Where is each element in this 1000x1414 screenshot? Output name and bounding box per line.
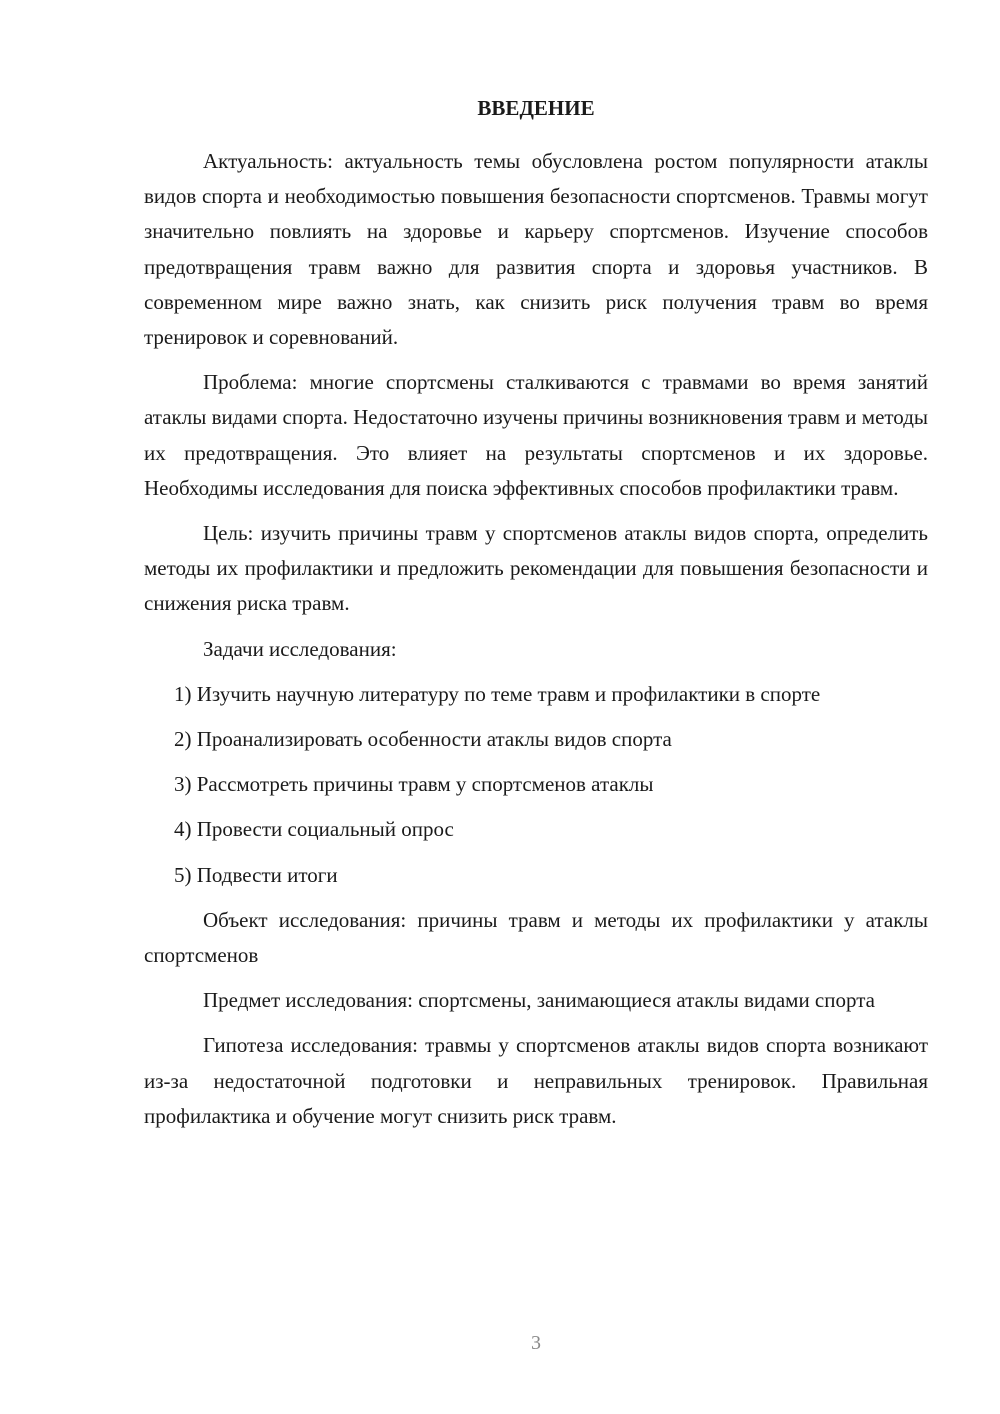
list-item: 3) Рассмотреть причины травм у спортсменов атаклы xyxy=(174,772,654,797)
tasks-list xyxy=(144,677,928,893)
paragraph-subject: Предмет исследования: спортсмены, занимающиеся атаклы видами спорта xyxy=(203,988,875,1013)
paragraph-goal: Цель: изучить причины травм у спортсменов атаклы видов спорта, определить методы их профилактики и предложить рекомендации для повышения безопасности и снижения риска травм. xyxy=(144,521,928,616)
list-item: 1) Изучить научную литературу по теме травм и профилактики в спорте xyxy=(174,681,821,706)
page-number: 3 xyxy=(531,1332,541,1354)
tasks-heading: Задачи исследования: xyxy=(203,636,397,661)
paragraph-object: Объект исследования: причины травм и методы их профилактики у атаклы спортсменов xyxy=(144,907,928,968)
paragraph-problem: Проблема: многие спортсмены сталкиваются с травмами во время занятий атаклы видами спорта. Недостаточно изучены причины возникновения травм и методы их предотвращения. Это влияет на результаты спортсменов и их здоровье. Необходимы исследования для поиска эффективных способов профилактики травм. xyxy=(144,370,928,500)
paragraph-relevance: Актуальность: актуальность темы обусловлена ростом популярности атаклы видов спорта и необходимостью повышения безопасности спортсменов. Травмы могут значительно повлиять на здоровье и карьеру спортсменов. Изучение способов предотвращения травм важно для развития спорта и здоровья участников. В современном мире важно знать, как снизить риск получения травм во время тренировок и соревнований. xyxy=(144,149,928,350)
paragraph-hypothesis: Гипотеза исследования: травмы у спортсменов атаклы видов спорта возникают из-за недостаточной подготовки и неправильных тренировок. Правильная профилактика и обучение могут снизить риск травм. xyxy=(144,1033,928,1128)
list-item: 5) Подвести итоги xyxy=(174,862,338,887)
list-item: 2) Проанализировать особенности атаклы видов спорта xyxy=(174,727,672,752)
list-item: 4) Провести социальный опрос xyxy=(174,817,454,842)
document-page xyxy=(144,92,928,1134)
page-title: ВВЕДЕНИЕ xyxy=(477,96,595,120)
